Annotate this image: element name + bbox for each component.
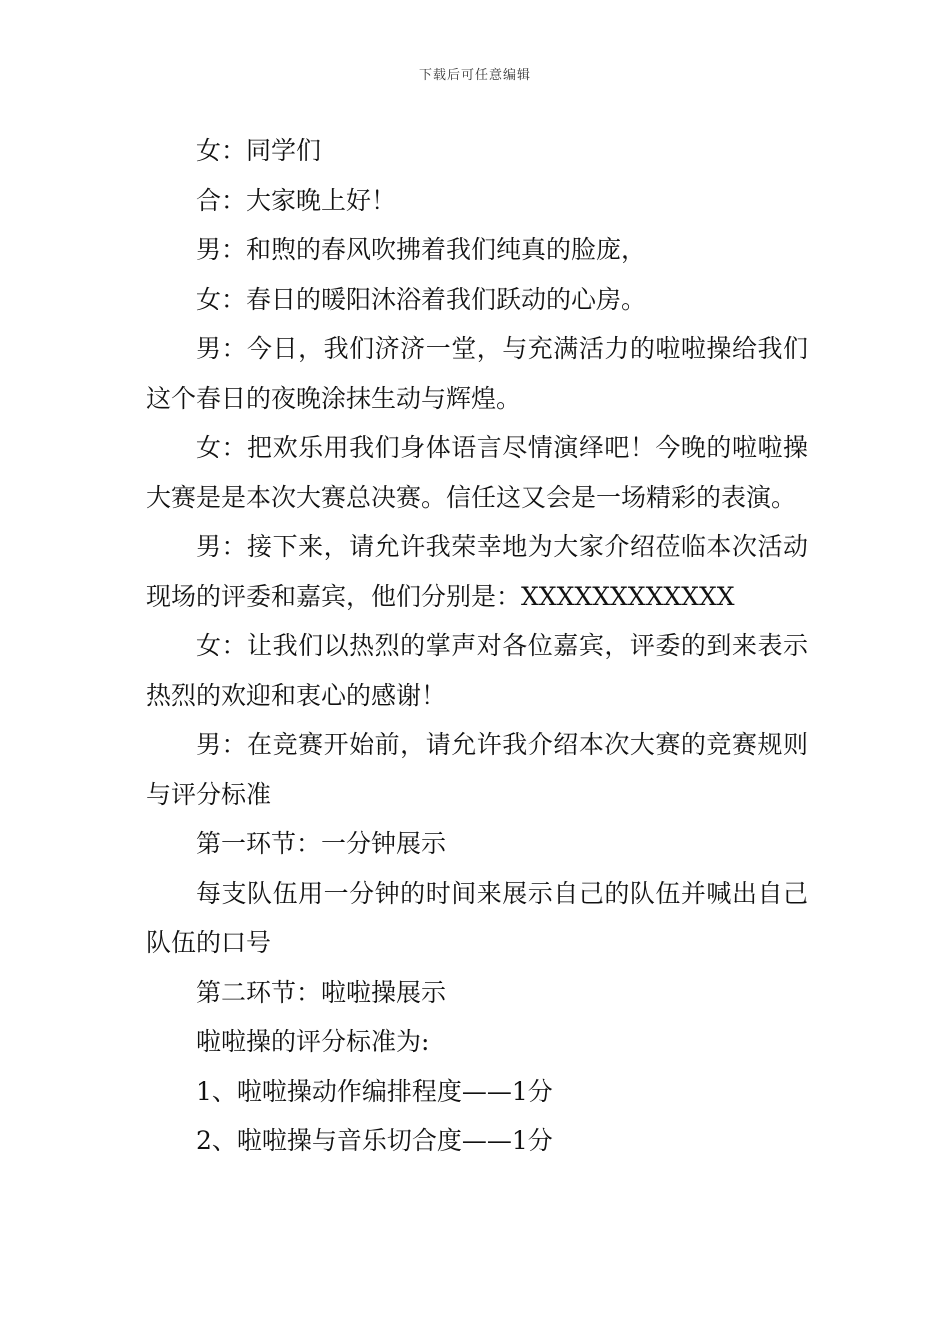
paragraph: 女：让我们以热烈的掌声对各位嘉宾，评委的到来表示热烈的欢迎和衷心的感谢！ [146,631,808,710]
list-item: 2、啦啦操与音乐切合度——1分 [196,1126,553,1155]
paragraph: 女：同学们 [196,136,322,165]
paragraph: 啦啦操的评分标准为: [196,1027,430,1056]
paragraph: 男：在竞赛开始前，请允许我介绍本次大赛的竞赛规则与评分标准 [146,730,808,809]
document-body [146,126,808,1166]
paragraph: 男：接下来，请允许我荣幸地为大家介绍莅临本次活动现场的评委和嘉宾，他们分别是：XXXXXXXXXXXX [146,532,808,611]
paragraph: 男：和煦的春风吹拂着我们纯真的脸庞， [196,235,647,264]
paragraph: 每支队伍用一分钟的时间来展示自己的队伍并喊出自己队伍的口号 [146,878,808,957]
paragraph: 女：春日的暖阳沐浴着我们跃动的心房。 [196,284,647,314]
section-heading: 第一环节：一分钟展示 [196,829,447,858]
list-item: 1、啦啦操动作编排程度——1分 [196,1076,553,1106]
paragraph: 男：今日，我们济济一堂，与充满活力的啦啦操给我们这个春日的夜晚涂抹生动与辉煌。 [146,334,808,413]
paragraph: 合：大家晚上好！ [196,185,397,215]
page-header: 下载后可任意编辑 [418,68,531,83]
paragraph: 女：把欢乐用我们身体语言尽情演绎吧！今晚的啦啦操大赛是是本次大赛总决赛。信任这又会是一场精彩的表演。 [146,433,808,512]
section-heading: 第二环节：啦啦操展示 [196,977,447,1007]
